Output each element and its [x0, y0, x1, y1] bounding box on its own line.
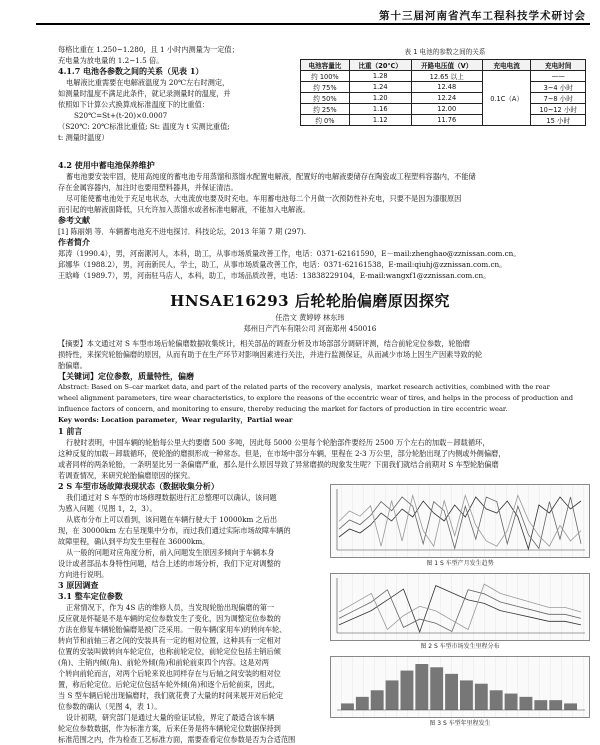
table-1 [300, 46, 590, 126]
text-line: 或者同样的两条轮胎，一条明显比另一条偏磨严重，那么是什么原因导致了异常磨损的现象发生呢？下面我们就结合前期对 S 车型轮胎偏磨 [58, 460, 499, 469]
text-line: 电解液比重需要在电解液温度为 20℃左右时测定， [66, 78, 230, 87]
text-line: 现，在 30000km 左右呈现集中分布，而过我们通过实际市场故障车辆的 [58, 526, 291, 535]
table-row [301, 104, 586, 115]
bar [505, 694, 518, 710]
formula: S20℃=St+(t-20)×0.0007 [74, 111, 168, 120]
text-line: （S20℃: 20℃标准比重值; St: 温度为 t 实测比重值; [58, 122, 230, 131]
table-cell-current: 0.1C（A） [482, 71, 531, 126]
bar [460, 680, 473, 710]
section-1-heading: 1 前言 [58, 426, 83, 436]
figure-3 [330, 656, 590, 718]
table-cell: 15 小时 [531, 115, 586, 126]
section-4-2 [58, 160, 590, 281]
section-2-heading: 2 S 车型市场故障表现状态（数据收集分析） [58, 481, 219, 491]
table-row [301, 115, 586, 126]
journal-title: 第十三届河南省汽车工程科技学术研讨会 [379, 10, 586, 22]
text-line: 位参数的确认（见图 4，表 1）。 [58, 702, 162, 711]
table-cell: 约 100% [301, 71, 350, 82]
table-cell: 1.12 [349, 115, 411, 126]
text-line: 存在金属容器内，加注时也要用塑料器具，并保证清洁。 [58, 183, 238, 192]
table-cell: 约 75% [301, 82, 350, 93]
article-affiliation: 郑州日产汽车有限公司 河南郑州 450016 [243, 324, 377, 333]
section-4-2-heading: 4.2 使用中蓄电池保养维护 [58, 160, 155, 170]
keywords-en: Key words: Location parameter，Wear regularity，Partial wear [58, 416, 293, 424]
figure-2-caption: 图 2 S 车型市场发生里程分布 [420, 643, 500, 650]
bar [341, 703, 354, 710]
section-3-1-heading: 3.1 整车定位参数 [58, 591, 123, 601]
section-3-heading: 3 原因调查 [58, 580, 99, 590]
bar [386, 680, 399, 710]
text-line: 这种反复的加载－卸载循环，使轮胎的磨损形成一种常态。但是，在市场中部分车辆，里程在 2-3 万公里，部分轮胎出现了内侧或外侧偏磨， [58, 449, 506, 458]
table-header-cell: 比重（20℃） [349, 60, 411, 71]
abstract-en: influence factors of concern, and monitoring to ensure, thereby reducing the market for factors of production in tire eccentric wear. [58, 405, 508, 413]
reference-item: [1] 陈丽娟 等．车辆蓄电池充不进电探讨．科技论坛，2013 年第 7 期 (297). [58, 227, 307, 236]
table-cell: 11.76 [411, 115, 482, 126]
table-cell: 约 50% [301, 93, 350, 104]
table-cell: 约 25% [301, 104, 350, 115]
text-line: 蓄电池要安装牢固，使用高纯度的蓄电池专用蒸馏和蒸馏水配置电解液，配置好的电解液要储存在陶瓷或工程塑料容器内，不能储 [66, 172, 476, 181]
text-line: 尽可能使蓄电池处于充足电状态，大电流放电要及时充电。车用蓄电池每二个月做一次预防性补充电，只要不是因为漆服原因 [66, 194, 462, 203]
figure-2-chart [331, 574, 589, 638]
text-line: 正常情况下，作为 4S 店的维修人员，当发现轮胎出现偏磨的第一 [66, 603, 275, 612]
figure-1 [330, 484, 590, 558]
table-cell: 3~4 小时 [531, 82, 586, 93]
bar [564, 703, 577, 710]
text-line: 而引起的电解液面降低，只允许加入蒸馏水或者标准电解液，不能加入电解液。 [58, 205, 310, 214]
text-line: 故障里程，确认到平均发生里程在 36000km。 [58, 537, 210, 546]
table-cell: 12.24 [411, 93, 482, 104]
table-cell: —— [531, 71, 586, 82]
bar [475, 684, 488, 710]
text-line: 为感入问题（见图 1，2，3）。 [58, 504, 157, 513]
figure-2 [330, 573, 590, 641]
series-line [339, 584, 581, 629]
text-line: 转向节和前轴三者之间的安装具有一定的相对位置，这种具有一定相对 [58, 636, 281, 645]
text-line: 方法在修复车辆轮胎偏磨是被广泛采用。一般车辆(家用车)的转向车轮、 [58, 625, 287, 634]
abstract-en: Abstract: Based on S–car market data, and part of the related parts of the recovery analysis，market research activities, combined with the rear [58, 383, 550, 391]
table-header-cell: 充电时间 [531, 60, 586, 71]
figure-1-caption: 图 1 S 车型产月发生趋势 [426, 560, 494, 567]
table-header-cell: 电池容量比 [301, 60, 350, 71]
text-line: 轮定位参数数据，作为标准方案，后来任务是将车辆轮定位数据保持到 [58, 724, 281, 733]
section-4-1-7-heading: 4.1.7 电池各参数之间的关系（见表 1） [58, 66, 204, 76]
table-cell: 12.00 [411, 104, 482, 115]
table-row [301, 82, 586, 93]
bar [371, 690, 384, 710]
author-info-line: 邱娜华（1988.2），男，河南新民人，学士，助工，从事市场质量改善工作，电话：0371-62161538，E-mail:qiuhj@zznissan.com.cn。 [58, 260, 507, 269]
text-line: 当 S 型车辆后轮出现偏磨时，我们就花费了大量的时间来展开对后轮定 [58, 691, 284, 700]
text-line: 设计初期，研究部门是通过大量的验证试验，界定了最适合该车辆 [66, 713, 275, 722]
bar [356, 697, 369, 710]
table-cell: 1.28 [349, 71, 411, 82]
table-cell: 12.48 [411, 82, 482, 93]
table-row [301, 93, 586, 104]
text-line: 个转向前轮而言，对两个后轮来说也同样存在与后轴之间安装的相对位 [58, 669, 281, 678]
text-line: 依照如下计算公式换算成标准温度下的比重值： [58, 100, 209, 109]
table-cell: 1.24 [349, 82, 411, 93]
text-line: 行驶时表明，中国车辆的轮胎每公里大约要磨 500 多吨，因此每 5000 公里每个轮胎部件要经历 2500 万个左右的加载－卸载循环， [66, 438, 490, 447]
table-row [301, 71, 586, 82]
abstract-en: wheel alignment parameters, tire wear characteristics, to explore the reasons of the eccentric wear of tires, and helps in the process of production and [58, 394, 574, 402]
abstract-cn: 【摘要】本文通过对 S 车型市场后轮偏磨数据收集统计，相关部品的调查分析及市场部部分调研评测，结合前轮定位参数，轮胎磨 [58, 339, 470, 348]
table-cell: 1.16 [349, 104, 411, 115]
text-line: 从一般的问题对应角度分析，前入问题发生原因多倾向于车辆本身 [66, 548, 275, 557]
text-line: 我们通过对 S 车型的市场修理数据进行汇总整理可以确认，该问题 [66, 493, 277, 502]
table-cell: 7~8 小时 [531, 93, 586, 104]
abstract-block [58, 338, 590, 481]
text-line: 设计或者部品本身特性问题，结合上述的市场分析，我们下定对调整的 [58, 559, 281, 568]
text-line: 每格比重在 1.250~1.280，且 1 小时内测量为一定值； [58, 45, 239, 54]
left-body-column [58, 481, 314, 745]
bar [401, 671, 414, 710]
header-rule [36, 23, 590, 25]
bar [549, 700, 562, 710]
author-info-line: 郑涛（1990.4），男，河南漯河人，本科，助工，从事市场质量改善工作，电话：0371-62161590，E－mail:zhenghao@zznissan.com.cn。 [58, 249, 521, 258]
author-info-line: 王晗峰（1989.7），男，河南驻马店人，本科，助工，市场品质改善，电话：13838229104，E-mail:wangxf1@zznissan.com.cn。 [58, 271, 491, 280]
bar [415, 664, 428, 710]
abstract-cn: 损特性，来探究轮胎偏磨的原因，从而有助于在生产环节对影响因素进行关注，并进行监测保证，从而减少市场上因生产因素导致的轮 [58, 350, 483, 359]
table-caption: 表 1 电池的参数之间的关系 [404, 48, 486, 56]
table-cell: 12.65 以上 [411, 71, 482, 82]
text-line: 反应就是怀疑是不是车辆的定位参数发生了变化，因为调整定位参数的 [58, 614, 281, 623]
parameters-table [300, 59, 586, 126]
figure-column [330, 484, 590, 727]
table-cell: 10~12 小时 [531, 104, 586, 115]
author-info-heading: 作者简介 [58, 237, 90, 247]
article-title: HNSAE16293 后轮轮胎偏磨原因探究 [170, 292, 450, 310]
table-header-cell: 开路电压值（V） [411, 60, 482, 71]
table-cell: 1.20 [349, 93, 411, 104]
text-line: t: 测量时温度） [58, 133, 109, 142]
text-line: 标准范围之内，作为检查工艺标准方面，需要查看定位参数是否为合适范围 [58, 735, 296, 744]
text-line: (角)、主销内倾(角)、前轮外倾(角)和前轮前束四个内容。这是对两 [58, 658, 269, 667]
keywords-cn: 【关键词】定位参数，质量特性，偏磨 [58, 371, 194, 381]
text-line: 若调查情况，来研究轮胎偏磨原因的探究。 [58, 471, 195, 480]
text-line: 充电量为放电量的 1.2~1.5 倍。 [58, 56, 164, 65]
article-authors: 任浩文 黄婷婷 林东玮 [275, 313, 345, 322]
text-line: 如测量时温度不满足此条件，就记录测量时的温度，并 [58, 89, 231, 98]
figure-3-caption: 图 3 S 车型年里程发生 [429, 720, 491, 727]
page-header [0, 0, 600, 26]
table-header-cell: 充电电流 [482, 60, 531, 71]
text-line: 方向进行说明。 [58, 570, 109, 579]
left-top-text [58, 44, 290, 143]
bar [490, 690, 503, 710]
figure-3-chart [331, 657, 589, 715]
abstract-cn: 胎偏磨。 [58, 361, 87, 370]
table-cell: 约 0% [301, 115, 350, 126]
text-line: 从底布分布上可以看到，该问题在车辆行驶大于 10000km 之后出 [66, 515, 278, 524]
figure-1-chart [331, 485, 589, 555]
bar [445, 674, 458, 710]
bar [520, 697, 533, 710]
text-line: 位置的安装叫做转向车轮定位，也称前轮定位，前轮定位包括主销后倾 [58, 647, 281, 656]
references-heading: 参考文献 [58, 215, 90, 225]
bar [430, 667, 443, 710]
text-line: 置，称后轮定位。后轮定位包括车轮外倾(角)和逐个后轮前束，因此， [58, 680, 280, 689]
bar [534, 700, 547, 710]
